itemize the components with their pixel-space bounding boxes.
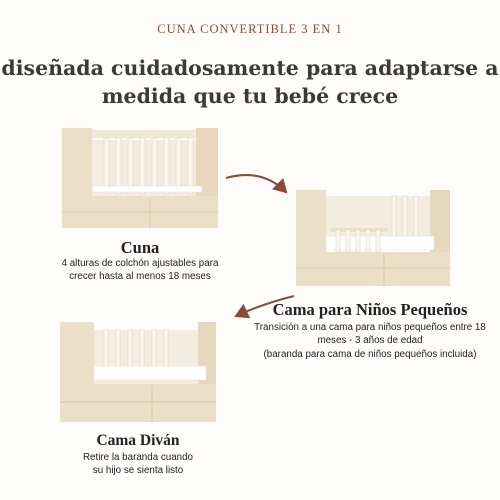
stage-desc-line: 4 alturas de colchón ajustables para — [61, 258, 219, 269]
stage-desc-toddler-bed — [250, 322, 490, 347]
stage-desc-daybed — [48, 452, 228, 477]
daybed-image — [60, 322, 216, 422]
stage-title-toddler-bed: Cama para Niños Pequeños — [272, 300, 468, 319]
stage-title-daybed: Cama Diván — [96, 432, 180, 449]
stage-note-toddler-bed: (baranda para cama de niños pequeños incluida) — [263, 349, 477, 360]
headline-line-2: medida que tu bebé crece — [101, 84, 399, 108]
arrow-right-icon — [226, 175, 286, 192]
headline-line-1: diseñada cuidadosamente para adaptarse a — [1, 56, 499, 80]
stage-desc-line: meses - 3 años de edad — [317, 334, 423, 346]
crib-image — [62, 128, 218, 228]
toddler-bed-image — [296, 190, 450, 286]
stage-desc-line: su hijo se sienta listo — [92, 464, 184, 476]
stage-desc-line: Transición a una cama para niños pequeños entre 18 — [254, 322, 486, 333]
stage-desc-line: crecer hasta al menos 18 meses — [69, 270, 211, 282]
stage-desc-cuna — [40, 258, 240, 283]
stage-desc-line: Retire la baranda cuando — [82, 452, 194, 463]
eyebrow-title: CUNA CONVERTIBLE 3 EN 1 — [157, 22, 343, 36]
stage-title-cuna: Cuna — [120, 238, 160, 257]
